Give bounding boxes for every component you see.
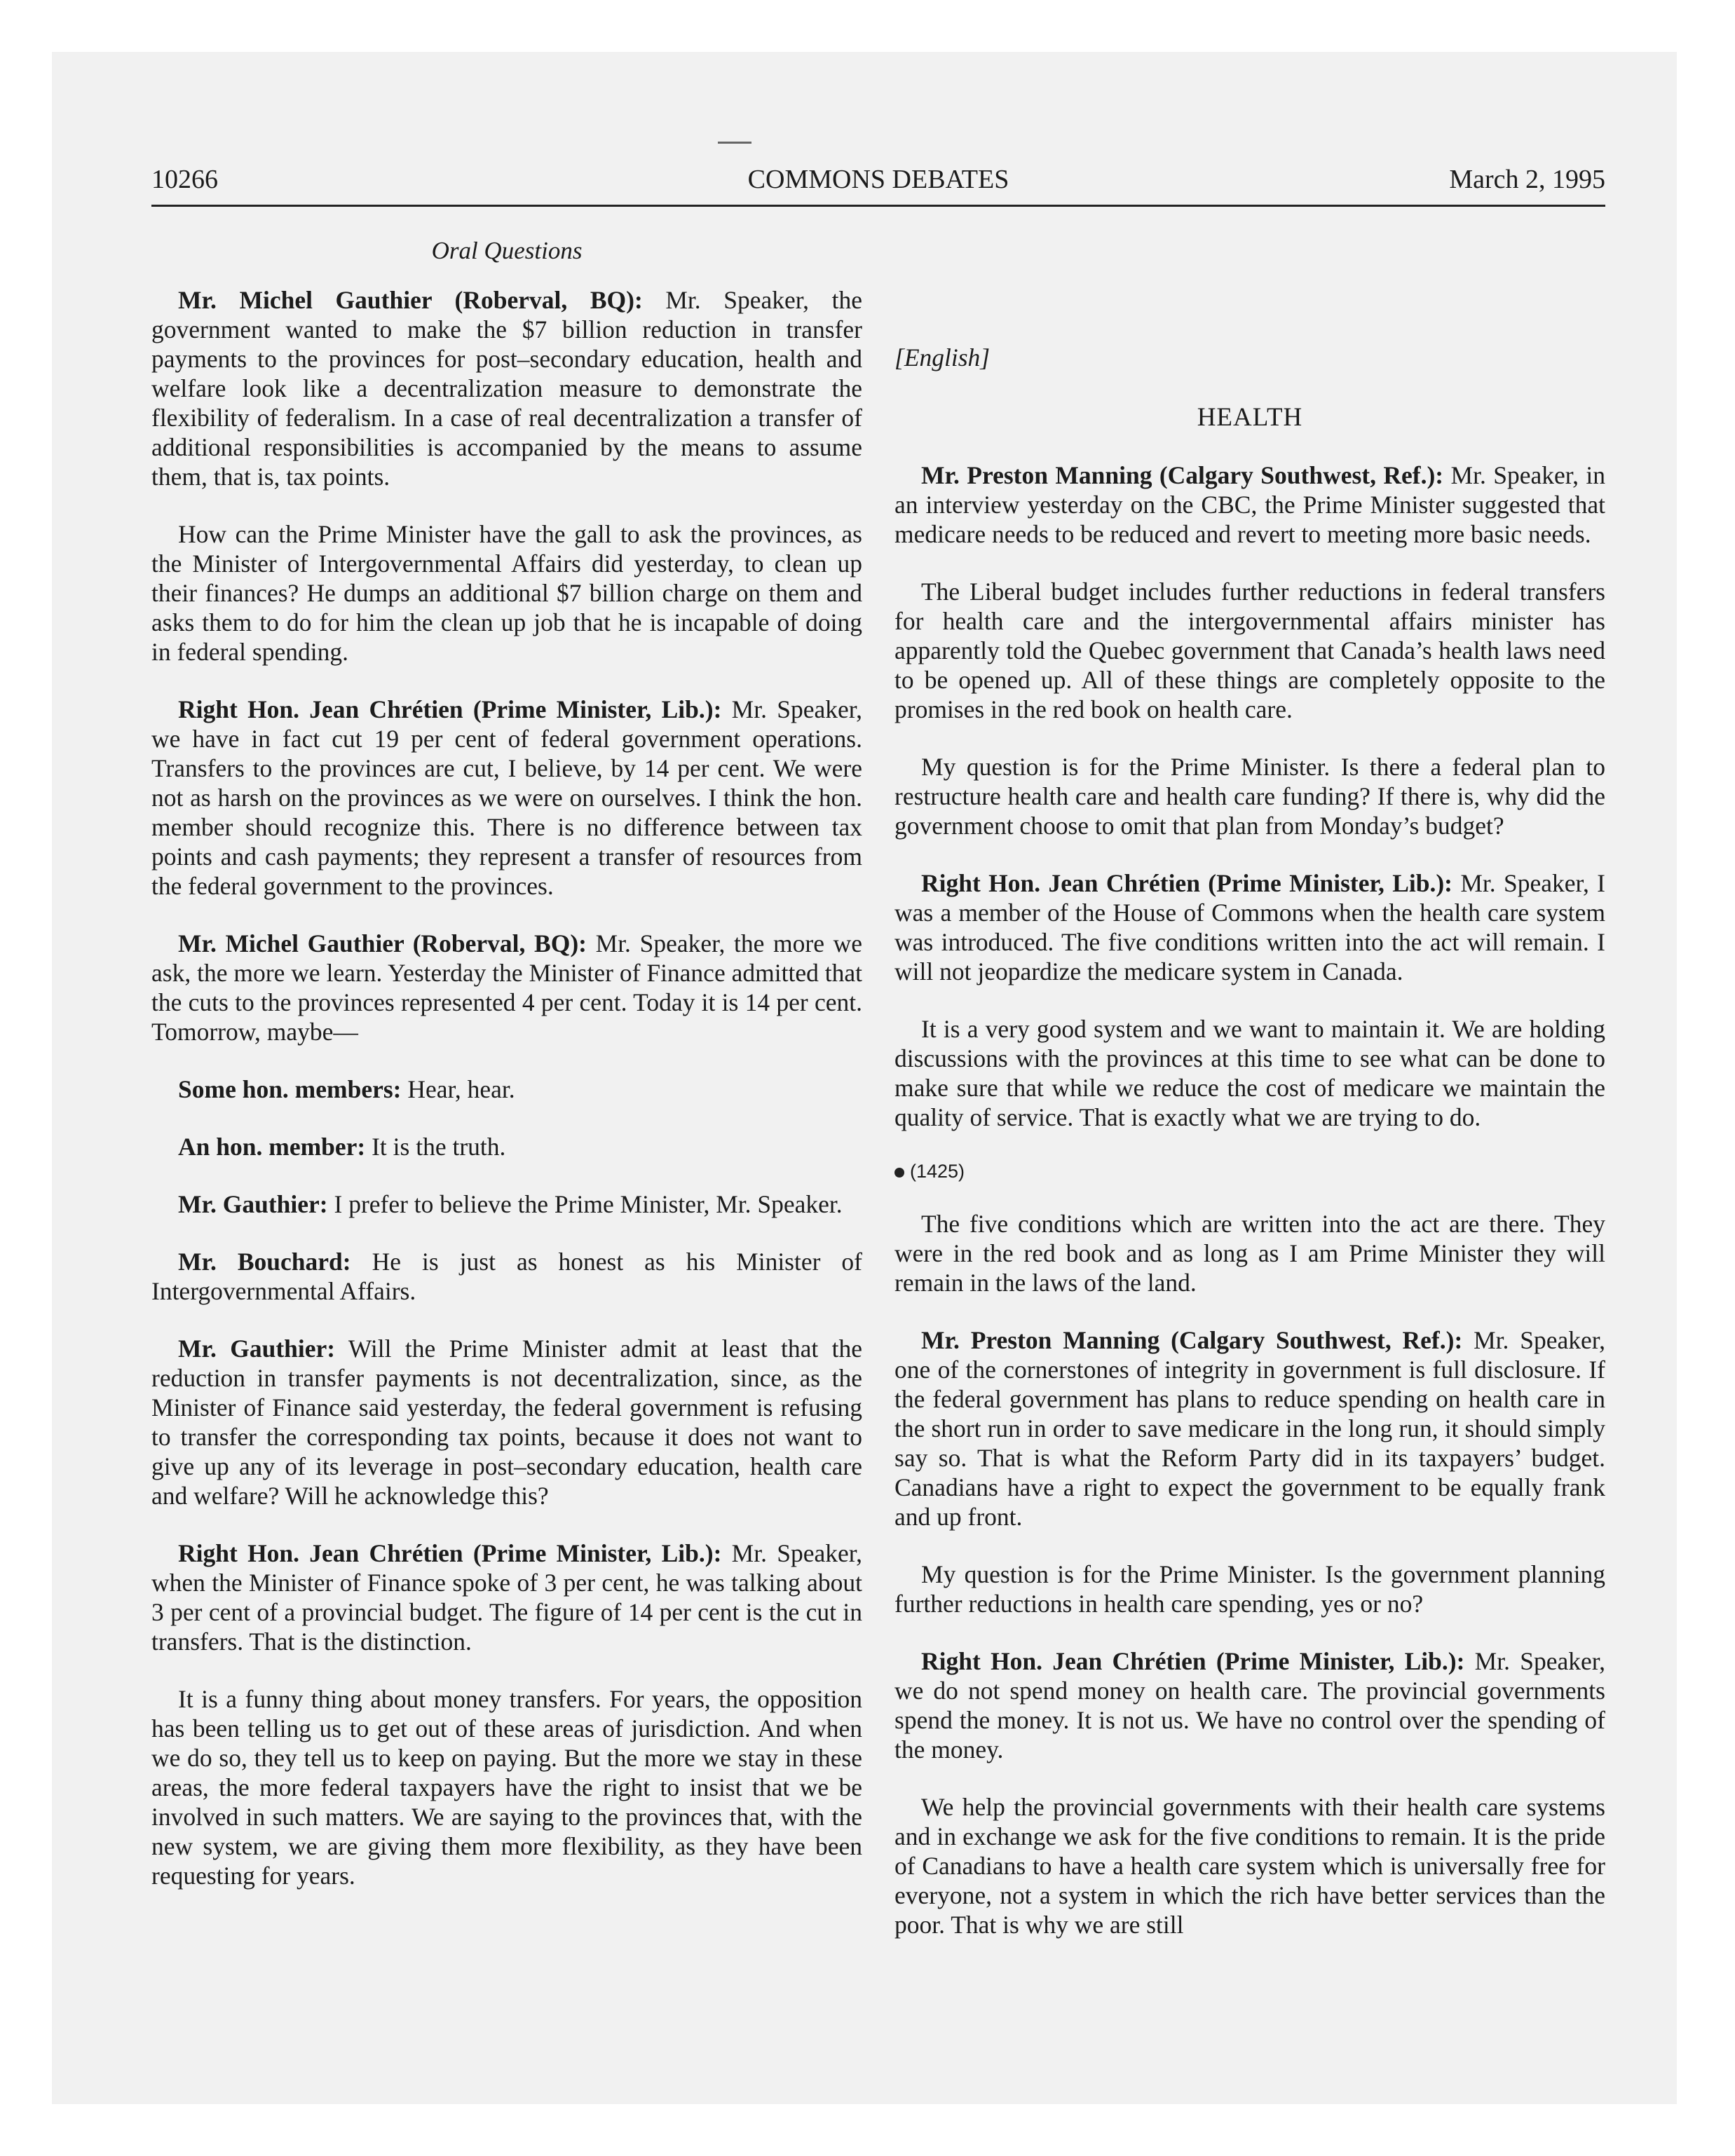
- paragraph-text: Mr. Speaker, I was a member of the House of Commons when the health care system was introduced. The five conditions written into the act will remain. I will not jeopardize the medicare system in Canada.: [894, 869, 1605, 985]
- speaker-name: Right Hon. Jean Chrétien (Prime Minister, Lib.):: [921, 869, 1453, 897]
- paragraph-text: How can the Prime Minister have the gall to ask the provinces, as the Minister of Intergovernmental Affairs did yesterday, to clean up their finances? He dumps an additional $7 billion charge on them and asks them to do for him the clean up job that he is incapable of doing in federal spending.: [151, 520, 862, 666]
- paragraph: [894, 868, 1605, 986]
- paragraph-text: My question is for the Prime Minister. Is the government planning further reductions in health care spending, yes or no?: [894, 1560, 1605, 1618]
- paragraph-text: It is a funny thing about money transfers. For years, the opposition has been telling us to get out of these areas of jurisdiction. And when we do so, they tell us to keep on paying. But the more we stay in these areas, the more federal taxpayers have the right to insist that we be involved in such matters. We are saying to the provinces that, with the new system, we are giving them more flexibility, as they have been requesting for years.: [151, 1685, 862, 1890]
- paragraph: [894, 1646, 1605, 1764]
- paragraph-text: It is a very good system and we want to maintain it. We are holding discussions with the provinces at this time to see what can be done to make sure that while we reduce the cost of medicare we maintain the quality of service. That is exactly what we are trying to do.: [894, 1015, 1605, 1131]
- paragraph-text: The five conditions which are written into the act are there. They were in the red book and as long as I am Prime Minister they will remain in the laws of the land.: [894, 1210, 1605, 1297]
- paragraph: [151, 285, 862, 491]
- timestamp: [894, 1159, 1605, 1184]
- page-number: 10266: [151, 165, 218, 194]
- right-paragraphs-a: [894, 460, 1605, 1132]
- paragraph: [894, 1792, 1605, 1939]
- timestamp-label: (1425): [910, 1161, 965, 1182]
- paragraph: [894, 1325, 1605, 1531]
- bullet-icon: [894, 1168, 904, 1178]
- paragraph: [151, 1334, 862, 1510]
- speaker-name: Mr. Michel Gauthier (Roberval, BQ):: [178, 929, 587, 957]
- paragraph-text: He is just as honest as his Minister of Intergovernmental Affairs.: [151, 1248, 863, 1305]
- running-header: [151, 163, 1605, 203]
- paragraph-text: Mr. Speaker, one of the cornerstones of integrity in government is full disclosure. If the federal government has plans to reduce spending on health care in the short run in order to save medicare in the long run, it should simply say so. That is what the Reform Party did in its taxpayers’ budget. Canadians have a right to expect the government to be equally frank and up front.: [894, 1326, 1606, 1531]
- paragraph: [894, 460, 1605, 549]
- paragraph: [151, 1538, 862, 1656]
- right-column: [894, 343, 1605, 1967]
- paragraph: [151, 1684, 862, 1890]
- left-paragraphs: [151, 285, 862, 1890]
- scanned-page: [52, 52, 1677, 2104]
- speaker-name: Some hon. members:: [178, 1075, 402, 1103]
- paragraph-text: Mr. Speaker, we have in fact cut 19 per cent of federal government operations. Transfers to the provinces are cut, I believe, by 14 per cent. We were not as harsh on the provinces as we were on ourselves. I think the hon. member should recognize this. There is no difference between tax points and cash payments; they represent a transfer of resources from the federal government to the provinces.: [151, 695, 862, 900]
- paragraph: [894, 1014, 1605, 1132]
- paragraph: [151, 1074, 862, 1104]
- paragraph-text: Mr. Speaker, in an interview yesterday on the CBC, the Prime Minister suggested that medicare needs to be reduced and revert to meeting more basic needs.: [894, 461, 1605, 548]
- language-note: [English]: [894, 343, 991, 371]
- speaker-name: Mr. Preston Manning (Calgary Southwest, Ref.):: [921, 461, 1444, 489]
- speaker-name: Right Hon. Jean Chrétien (Prime Minister, Lib.):: [178, 695, 722, 723]
- paragraph: [894, 577, 1605, 724]
- speaker-name: Right Hon. Jean Chrétien (Prime Minister, Lib.):: [178, 1539, 722, 1567]
- speaker-name: Mr. Bouchard:: [178, 1248, 351, 1276]
- left-column: [151, 236, 862, 1918]
- page-content: [151, 163, 1605, 2027]
- speaker-name: Mr. Gauthier:: [178, 1190, 328, 1218]
- paragraph-text: Mr. Speaker, the more we ask, the more we learn. Yesterday the Minister of Finance admitted that the cuts to the provinces represented 4 per cent. Today it is 14 per cent. Tomorrow, maybe—: [151, 929, 862, 1046]
- paragraph: [894, 1209, 1605, 1297]
- speaker-name: Mr. Preston Manning (Calgary Southwest, Ref.):: [921, 1326, 1463, 1354]
- paragraph: [151, 1189, 862, 1219]
- paragraph-text: My question is for the Prime Minister. Is there a federal plan to restructure health care and health care funding? If there is, why did the government choose to omit that plan from Monday’s budget?: [894, 753, 1605, 840]
- paragraph-text: Mr. Speaker, when the Minister of Finance spoke of 3 per cent, he was talking about 3 per cent of a provincial budget. The figure of 14 per cent is the cut in transfers. That is the distinction.: [151, 1539, 862, 1656]
- paragraph-text: The Liberal budget includes further reductions in federal transfers for health care and the intergovernmental affairs minister has apparently told the Quebec government that Canada’s health laws need to be opened up. All of these things are completely opposite to the promises in the red book on health care.: [894, 578, 1605, 723]
- paragraph-text: Mr. Speaker, the government wanted to make the $7 billion reduction in transfer payments to the provinces for post–secondary education, health and welfare look like a decentralization measure to demonstrate the flexibility of federalism. In a case of real decentralization a transfer of additional responsibilities is accompanied by the means to assume them, that is, tax points.: [151, 286, 862, 491]
- paragraph: [151, 1132, 862, 1161]
- speaker-name: Mr. Gauthier:: [178, 1335, 336, 1363]
- publication-title: COMMONS DEBATES: [747, 165, 1009, 194]
- paragraph-text: I prefer to believe the Prime Minister, Mr. Speaker.: [327, 1190, 843, 1218]
- scan-mark: [718, 142, 751, 144]
- paragraph-text: It is the truth.: [365, 1133, 506, 1161]
- right-paragraphs-b: [894, 1209, 1605, 1939]
- speaker-name: Mr. Michel Gauthier (Roberval, BQ):: [178, 286, 643, 314]
- paragraph: [151, 929, 862, 1046]
- paragraph: [151, 519, 862, 667]
- paragraph-text: Will the Prime Minister admit at least that the reduction in transfer payments is not decentralization, since, as the Minister of Finance said yesterday, the federal government is refusing to transfer the corresponding tax points, because it does not want to give up any of its leverage in post–secondary education, health care and welfare? Will he acknowledge this?: [151, 1335, 863, 1510]
- paragraph: [894, 1560, 1605, 1618]
- speaker-name: An hon. member:: [178, 1133, 366, 1161]
- paragraph-text: We help the provincial governments with their health care systems and in exchange we ask for the five conditions to remain. It is the pride of Canadians to have a health care system which is universally free for everyone, not a system in which the rich have better services than the poor. That is why we are still: [894, 1793, 1605, 1939]
- paragraph-text: Hear, hear.: [401, 1075, 515, 1103]
- header-rule: [151, 205, 1605, 207]
- speaker-name: Right Hon. Jean Chrétien (Prime Minister, Lib.):: [921, 1647, 1465, 1675]
- paragraph: [151, 1247, 862, 1306]
- paragraph: [151, 695, 862, 901]
- header-date: March 2, 1995: [1449, 165, 1605, 194]
- paragraph: [894, 752, 1605, 840]
- paragraph-text: Mr. Speaker, we do not spend money on health care. The provincial governments spend the money. It is not us. We have no control over the spending of the money.: [894, 1647, 1605, 1763]
- section-title: Oral Questions: [431, 237, 583, 264]
- section-heading: HEALTH: [1197, 403, 1303, 432]
